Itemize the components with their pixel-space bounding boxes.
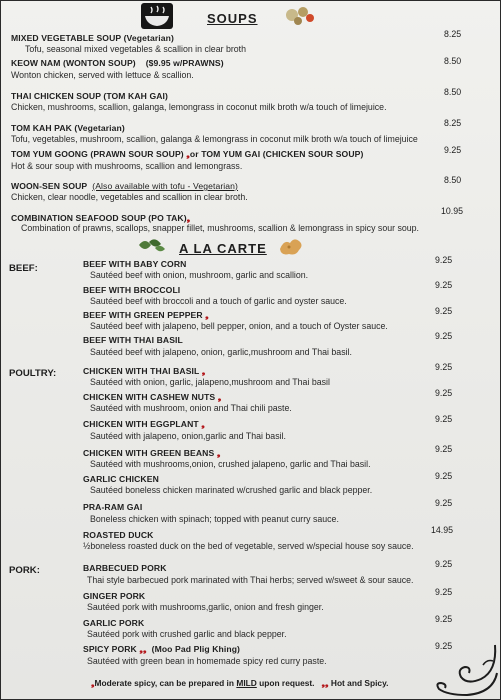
poultry-price: 9.25 (435, 471, 453, 481)
beef-price: 9.25 (435, 280, 453, 290)
beef-price: 9.25 (435, 306, 453, 316)
chili-icon: ❟ (217, 392, 222, 402)
soup-desc: Combination of prawns, scallops, snapper fillet, mushrooms, scallion & lemongrass in spicy sour soup. (21, 223, 419, 233)
poultry-price: 14.95 (431, 525, 454, 535)
category-pork: PORK: (9, 565, 40, 576)
beef-price: 9.25 (435, 331, 453, 341)
pork-price: 9.25 (435, 614, 453, 624)
soup-desc: Chicken, clear noodle, vegetables and scallion in clear broth. (11, 192, 248, 202)
poultry-desc: Sautéed with mushrooms,onion, crushed jalapeno, garlic and Thai basil. (90, 459, 371, 469)
chili-icon: ❟ (216, 448, 221, 458)
beef-desc: Sautéed beef with jalapeno, bell pepper, onion, and a touch of Oyster sauce. (90, 321, 388, 331)
soup-title: MIXED VEGETABLE SOUP (Vegetarian) (11, 33, 174, 43)
herb-icon (283, 3, 317, 27)
poultry-price: 9.25 (435, 414, 453, 424)
poultry-price: 9.25 (435, 444, 453, 454)
poultry-desc: Sautéed with onion, garlic, jalapeno,mushroom and Thai basil (90, 377, 330, 387)
herb-icon (137, 236, 167, 254)
soup-title: WOON-SEN SOUP (Also available with tofu - Vegetarian) (11, 181, 239, 191)
spice-legend: ❟Moderate spicy, can be prepared in MILD upon request. ❟❟ Hot and Spicy. (91, 678, 389, 688)
soup-title: KEOW NAM (WONTON SOUP) ($9.95 w/PRAWNS) (11, 58, 224, 68)
soup-desc: Chicken, mushrooms, scallion, galanga, lemongrass in coconut milk broth w/a touch of limejuice. (11, 102, 387, 112)
soup-desc: Wonton chicken, served with lettuce & scallion. (11, 70, 194, 80)
soup-title: THAI CHICKEN SOUP (TOM KAH GAI) (11, 91, 168, 101)
poultry-title: GARLIC CHICKEN (83, 474, 159, 484)
pork-title: GINGER PORK (83, 591, 146, 601)
soup-desc: Tofu, seasonal mixed vegetables & scallion in clear broth (25, 44, 247, 54)
chili-icon: ❟❟ (139, 644, 147, 654)
pork-desc: Sautéed with green bean in homemade spicy red curry paste. (87, 656, 327, 666)
soup-price: 8.50 (444, 175, 462, 185)
poultry-desc: Boneless chicken with spinach; topped with peanut curry sauce. (90, 514, 339, 524)
chili-icon: ❟ (201, 366, 206, 376)
poultry-desc: Sautéed with mushroom, onion and Thai chili paste. (90, 403, 292, 413)
pork-price: 9.25 (435, 641, 453, 651)
poultry-title: PRA-RAM GAI (83, 502, 143, 512)
pork-desc: Thai style barbecued pork marinated with Thai herbs; served w/sweet & sour sauce. (87, 575, 414, 585)
soup-title: COMBINATION SEAFOOD SOUP (PO TAK)❟ (11, 213, 191, 223)
soup-bowl-icon (141, 3, 173, 29)
scroll-ornament-icon (433, 643, 499, 699)
category-poultry: POULTRY: (9, 368, 57, 379)
poultry-title: CHICKEN WITH THAI BASIL ❟ (83, 366, 206, 376)
poultry-title: CHICKEN WITH CASHEW NUTS ❟ (83, 392, 222, 402)
beef-desc: Sautéed beef with jalapeno, onion, garlic,mushroom and Thai basil. (90, 347, 352, 357)
soup-desc: Tofu, vegetables, mushroom, scallion, galanga & lemongrass in coconut milk broth w/a touch of limejuice (11, 134, 418, 144)
soup-desc: Hot & sour soup with mushrooms, scallion and lemongrass. (11, 161, 243, 171)
chili-icon: ❟ (186, 149, 190, 159)
poultry-desc: Sautéed with jalapeno, onion,garlic and Thai basil. (90, 431, 286, 441)
poultry-price: 9.25 (435, 388, 453, 398)
beef-title: BEEF WITH BABY CORN (83, 259, 187, 269)
pork-desc: Sautéed pork with crushed garlic and black pepper. (87, 629, 287, 639)
ginger-icon (277, 235, 305, 257)
poultry-desc: ½boneless roasted duck on the bed of vegetable, served w/special house soy sauce. (83, 541, 414, 551)
poultry-desc: Sautéed boneless chicken marinated w/crushed garlic and black pepper. (90, 485, 373, 495)
soups-heading: SOUPS (207, 11, 258, 26)
beef-title: BEEF WITH BROCCOLI (83, 285, 181, 295)
chili-icon: ❟ (201, 419, 205, 429)
poultry-title: CHICKEN WITH EGGPLANT ❟ (83, 419, 205, 429)
alacarte-heading: A LA CARTE (179, 241, 267, 256)
soup-price: 8.25 (444, 29, 462, 39)
pork-price: 9.25 (435, 587, 453, 597)
category-beef: BEEF: (9, 263, 38, 274)
pork-price: 9.25 (435, 559, 453, 569)
soup-title: TOM KAH PAK (Vegetarian) (11, 123, 125, 133)
chili-icon: ❟ (205, 310, 209, 320)
beef-title: BEEF WITH THAI BASIL (83, 335, 183, 345)
poultry-price: 9.25 (435, 498, 453, 508)
beef-title: BEEF WITH GREEN PEPPER ❟ (83, 310, 209, 320)
chili-icon: ❟ (91, 678, 95, 688)
pork-desc: Sautéed pork with mushrooms,garlic, onion and fresh ginger. (87, 602, 324, 612)
soup-price: 10.95 (441, 206, 464, 216)
soup-price: 8.25 (444, 118, 462, 128)
pork-title: SPICY PORK ❟❟ (Moo Pad Plig Khing) (83, 644, 241, 654)
chili-icon: ❟ (186, 213, 191, 223)
beef-price: 9.25 (435, 255, 453, 265)
soup-title: TOM YUM GOONG (PRAWN SOUR SOUP) ❟or TOM YUM GAI (CHICKEN SOUR SOUP) (11, 149, 364, 159)
pork-title: GARLIC PORK (83, 618, 145, 628)
soup-price: 8.50 (444, 56, 462, 66)
soup-price: 9.25 (444, 145, 462, 155)
poultry-price: 9.25 (435, 362, 453, 372)
poultry-title: ROASTED DUCK (83, 530, 154, 540)
beef-desc: Sautéed beef with onion, mushroom, garlic and scallion. (90, 270, 309, 280)
soup-price: 8.50 (444, 87, 462, 97)
chili-icon: ❟❟ (321, 678, 329, 688)
pork-title: BARBECUED PORK (83, 563, 167, 573)
beef-desc: Sautéed beef with broccoli and a touch of garlic and oyster sauce. (90, 296, 347, 306)
poultry-title: CHICKEN WITH GREEN BEANS ❟ (83, 448, 221, 458)
